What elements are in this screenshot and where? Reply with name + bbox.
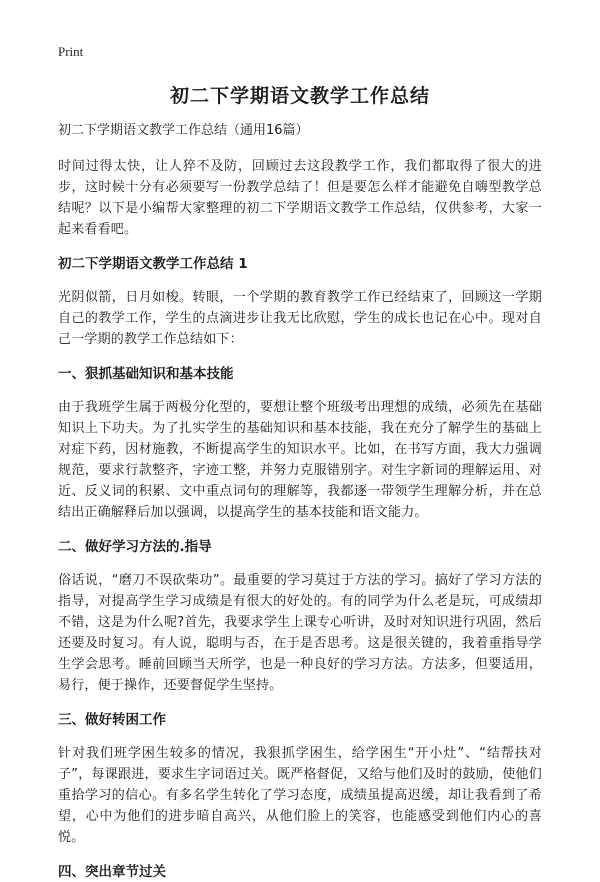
paragraph-basic-skills: 由于我班学生属于两极分化型的，要想让整个班级考出理想的成绩，必须先在基础知识上下功夫。为了扎实学生的基础知识和基本技能，我在充分了解学生的基础上对症下药，因材施教，不断提高学生的知识水平。比如，在书写方面，我大力强调规范，要求行款整齐，字迹工整，并努力克服错别字。对生字新词的理解运用、对近、反义词的积累、文中重点词句的理解等，我都逐一带领学生理解分析，并在总结出正确解释后加以强调，以提高学生的基本技能和语文能力。 — [58, 400, 542, 520]
document-subtitle: 初二下学期语文教学工作总结（通用16篇） — [58, 123, 309, 138]
heading-basic-skills: 一、狠抓基础知识和基本技能 — [58, 366, 234, 382]
section-title: 初二下学期语文教学工作总结 1 — [58, 256, 248, 272]
section-intro-paragraph: 光阴似箭，日月如梭。转眼，一个学期的教育教学工作已经结束了，回顾这一学期自己的教学工作，学生的点滴进步让我无比欣慰，学生的成长也记在心中。现对自己一学期的教学工作总结如下： — [58, 290, 542, 347]
heading-struggling-students: 三、做好转困工作 — [58, 712, 166, 728]
paragraph-learning-methods: 俗话说，“磨刀不误砍柴功”。最重要的学习莫过于方法的学习。搞好了学习方法的指导，对提高学生学习成绩是有很大的好处的。有的同学为什么老是玩，可成绩却不错，这是为什么呢?首先，我要求学生上课专心听讲，及时对知识进行巩固，然后还要及时复习。有人说，聪明与否，在于是否思考。这是很关键的，我着重指导学生学会思考。睡前回顾当天所学，也是一种良好的学习方法。方法多，但要适用，易行，便于操作，还要督促学生坚持。 — [58, 573, 542, 693]
page-title: 初二下学期语文教学工作总结 — [169, 85, 430, 107]
heading-learning-methods: 二、做好学习方法的.指导 — [58, 539, 212, 555]
print-link[interactable]: Print — [58, 44, 84, 59]
heading-chapter-mastery: 四、突出章节过关 — [58, 864, 166, 880]
paragraph-struggling-students: 针对我们班学困生较多的情况，我狠抓学困生，给学困生“开小灶”、“结帮扶对子”，每课跟进，要求生字词语过关。既严格督促，又给与他们及时的鼓励，使他们重拾学习的信心。有多名学生转化了学习态度，成绩虽提高迟缓，却让我看到了希望，心中为他们的进步暗自高兴，从他们脸上的笑容，也能感受到他们内心的喜悦。 — [58, 746, 542, 845]
intro-paragraph: 时间过得太快，让人猝不及防，回顾过去这段教学工作，我们都取得了很大的进步，这时候十分有必须要写一份教学总结了！但是要怎么样才能避免自嗨型教学总结呢？以下是小编帮大家整理的初二下学期语文教学工作总结，仅供参考，大家一起来看看吧。 — [58, 159, 542, 237]
